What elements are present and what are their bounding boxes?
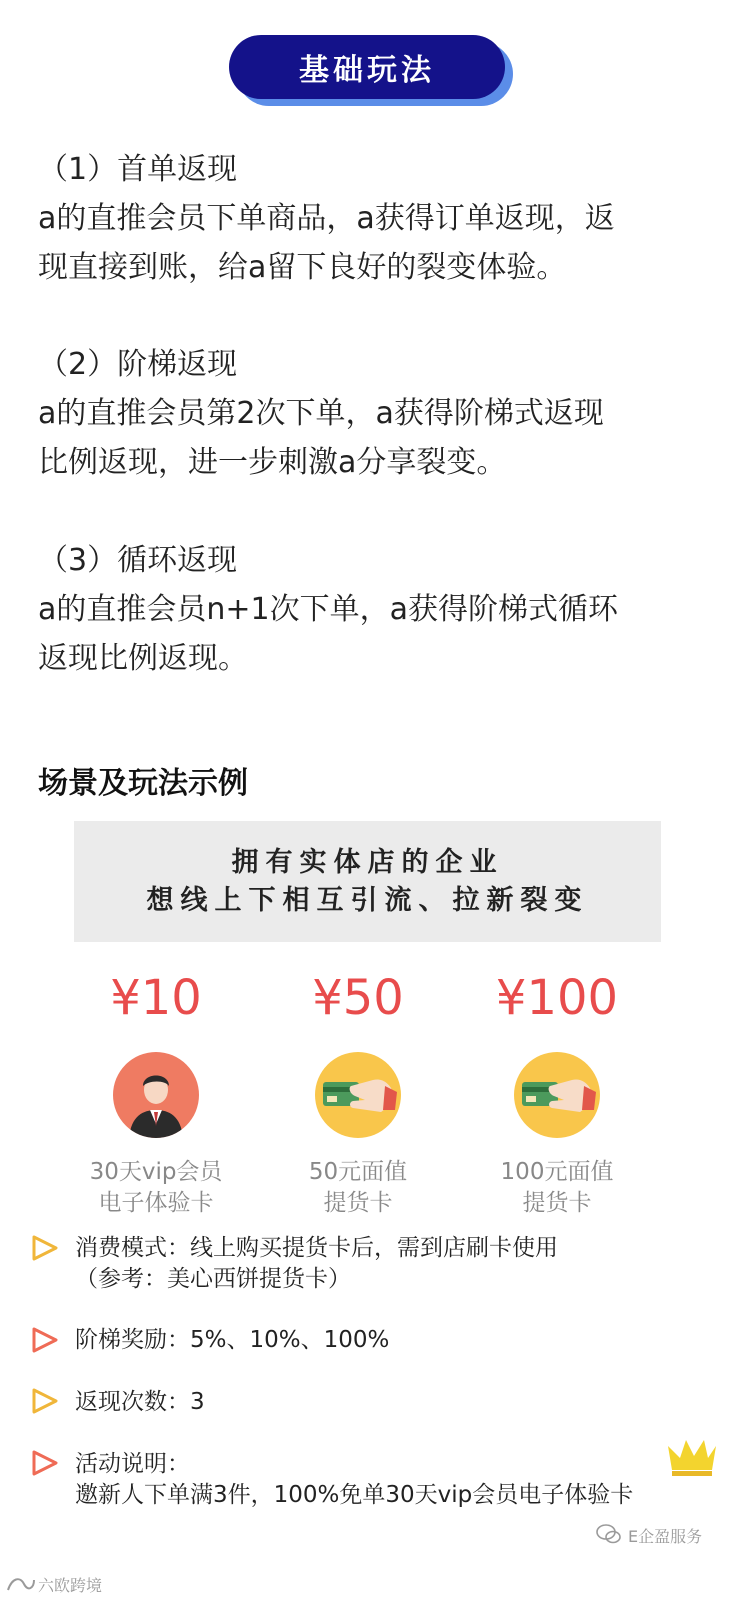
scene-line-2: 想线上下相互引流、拉新裂变 [146,884,589,916]
rule-2-title: （2）阶梯返现 [38,347,238,382]
card-hand-icon [315,1052,401,1138]
rule-1-line-1: a的直推会员下单商品，a获得订单返现，返 [38,201,615,236]
watermark-left: 六欧跨境 [38,1576,103,1595]
arrow-icon [30,1386,60,1416]
rule-3-title: （3）循环返现 [38,543,238,578]
scene-box [74,821,661,942]
bullet-consumption-mode: 消费模式：线上购买提货卡后，需到店刷卡使用 （参考：美心西饼提货卡） [75,1235,558,1292]
reward-price: ¥100 [495,970,619,1026]
wechat-icon [596,1523,622,1545]
reward-caption: 30天vip会员 电子体验卡 [89,1159,223,1216]
rule-1-line-2: 现直接到账，给a留下良好的裂变体验。 [38,250,567,285]
reward-caption: 100元面值 提货卡 [500,1159,614,1216]
rule-2-body [38,389,718,487]
bullet-activity-note: 活动说明： 邀新人下单满3件，100%免单30天vip会员电子体验卡 [75,1451,634,1508]
reward-card-50 [263,970,453,1219]
rule-1-body [38,194,718,292]
scene-line-1: 拥有实体店的企业 [231,846,504,878]
reward-caption: 50元面值 提货卡 [308,1159,408,1216]
section-title-pill: 基础玩法 [229,35,505,99]
bullet-ladder-reward: 阶梯奖励：5%、10%、100% [75,1327,390,1353]
person-icon [113,1052,199,1138]
rule-2-line-1: a的直推会员第2次下单，a获得阶梯式返现 [38,396,604,431]
rule-1-title: （1）首单返现 [38,152,238,187]
watermark-right: E企盈服务 [628,1527,703,1546]
rule-3-body [38,585,718,683]
bullet-cashback-count: 返现次数：3 [75,1389,205,1415]
crown-icon [666,1436,718,1478]
rule-3-line-2: 返现比例返现。 [38,641,248,676]
scene-heading: 场景及玩法示例 [38,766,248,801]
reward-price: ¥10 [110,970,202,1026]
arrow-icon [30,1448,60,1478]
reward-card-100 [462,970,652,1219]
reward-vip [61,970,251,1219]
card-hand-icon [514,1052,600,1138]
watermark-logo-icon [6,1574,36,1594]
reward-price: ¥50 [312,970,404,1026]
rule-3-line-1: a的直推会员n+1次下单，a获得阶梯式循环 [38,592,619,627]
arrow-icon [30,1325,60,1355]
rule-2-line-2: 比例返现，进一步刺激a分享裂变。 [38,445,507,480]
arrow-icon [30,1233,60,1263]
